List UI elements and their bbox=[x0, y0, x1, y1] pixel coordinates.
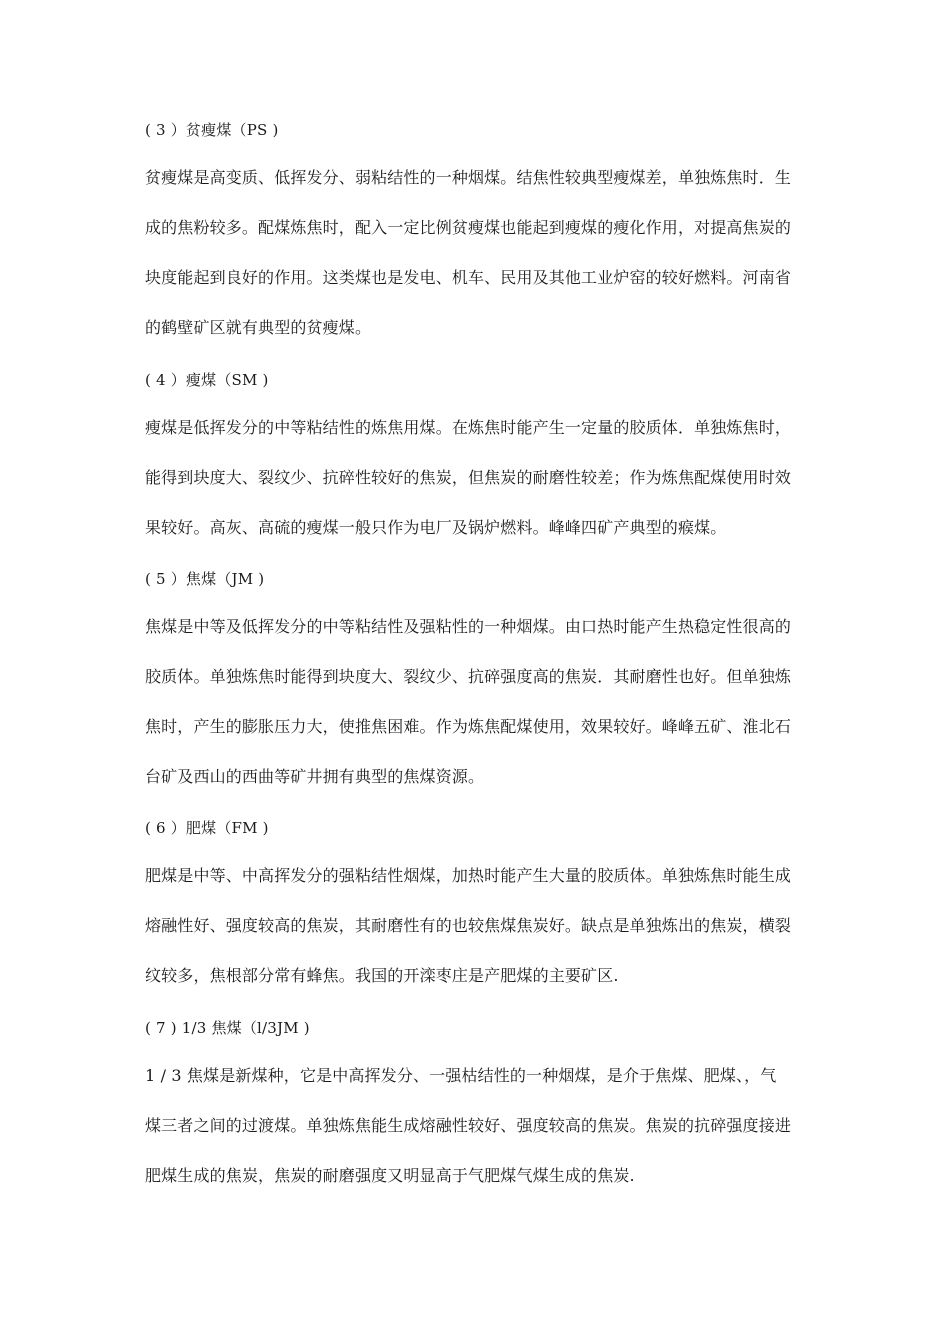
paragraph-line: 焦时，产生的膨胀压力大，使推焦困难。作为炼焦配煤使用，效果较好。峰峰五矿、淮北石 bbox=[145, 717, 792, 736]
section-heading: ( 7 ) 1/3 焦煤（l/3JM ) bbox=[145, 1019, 310, 1037]
paragraph-line: 肥煤是中等、中高挥发分的强粘结性烟煤，加热时能产生大量的胶质体。单独炼焦时能生成 bbox=[145, 866, 792, 885]
section-heading: ( 5 ）焦煤（JM ) bbox=[145, 570, 265, 588]
section-heading: ( 4 ）瘦煤（SM ) bbox=[145, 371, 269, 389]
paragraph-line: 纹较多，焦根部分常有蜂焦。我国的开滦枣庄是产肥煤的主要矿区. bbox=[145, 966, 619, 985]
paragraph-line: 瘦煤是低挥发分的中等粘结性的炼焦用煤。在炼焦时能产生一定量的胶质体．单独炼焦时， bbox=[145, 418, 792, 437]
paragraph-line: 胶质体。单独炼焦时能得到块度大、裂纹少、抗碎强度高的焦炭．其耐磨性也好。但单独炼 bbox=[145, 667, 792, 686]
paragraph-line: 熔融性好、强度较高的焦炭，其耐磨性有的也较焦煤焦炭好。缺点是单独炼出的焦炭，横裂 bbox=[145, 916, 792, 935]
paragraph-line: 焦煤是中等及低挥发分的中等粘结性及强粘性的一种烟煤。由口热时能产生热稳定性很高的 bbox=[145, 617, 792, 636]
paragraph-line: 煤三者之间的过渡煤。单独炼焦能生成熔融性较好、强度较高的焦炭。焦炭的抗碎强度接进 bbox=[145, 1116, 792, 1135]
section-heading: ( 3 ）贫瘦煤（PS ) bbox=[145, 121, 279, 139]
paragraph-line: 1 / 3 焦煤是新煤种，它是中高挥发分、一强枯结性的一种烟煤，是介于焦煤、肥煤、，气 bbox=[145, 1066, 777, 1085]
section-heading: ( 6 ）肥煤（FM ) bbox=[145, 819, 269, 837]
paragraph-line: 果较好。高灰、高硫的瘦煤一般只作为电厂及锅炉燃料。峰峰四矿产典型的瘊煤。 bbox=[145, 518, 727, 537]
paragraph-line: 台矿及西山的西曲等矿井拥有典型的焦煤资源。 bbox=[145, 767, 485, 786]
paragraph-line: 能得到块度大、裂纹少、抗碎性较好的焦炭，但焦炭的耐磨性较差；作为炼焦配煤使用时效 bbox=[145, 468, 792, 487]
paragraph-line: 贫瘦煤是高变质、低挥发分、弱粘结性的一种烟煤。结焦性较典型瘦煤差，单独炼焦时．生 bbox=[145, 168, 792, 187]
paragraph-line: 的鹤壁矿区就有典型的贫瘦煤。 bbox=[145, 318, 372, 337]
paragraph-line: 成的焦粉较多。配煤炼焦时，配入一定比例贫瘦煤也能起到瘦煤的瘦化作用，对提高焦炭的 bbox=[145, 218, 792, 237]
paragraph-line: 块度能起到良好的作用。这类煤也是发电、机车、民用及其他工业炉窑的较好燃料。河南省 bbox=[145, 268, 792, 287]
paragraph-line: 肥煤生成的焦炭，焦炭的耐磨强度又明显高于气肥煤气煤生成的焦炭. bbox=[145, 1166, 635, 1185]
